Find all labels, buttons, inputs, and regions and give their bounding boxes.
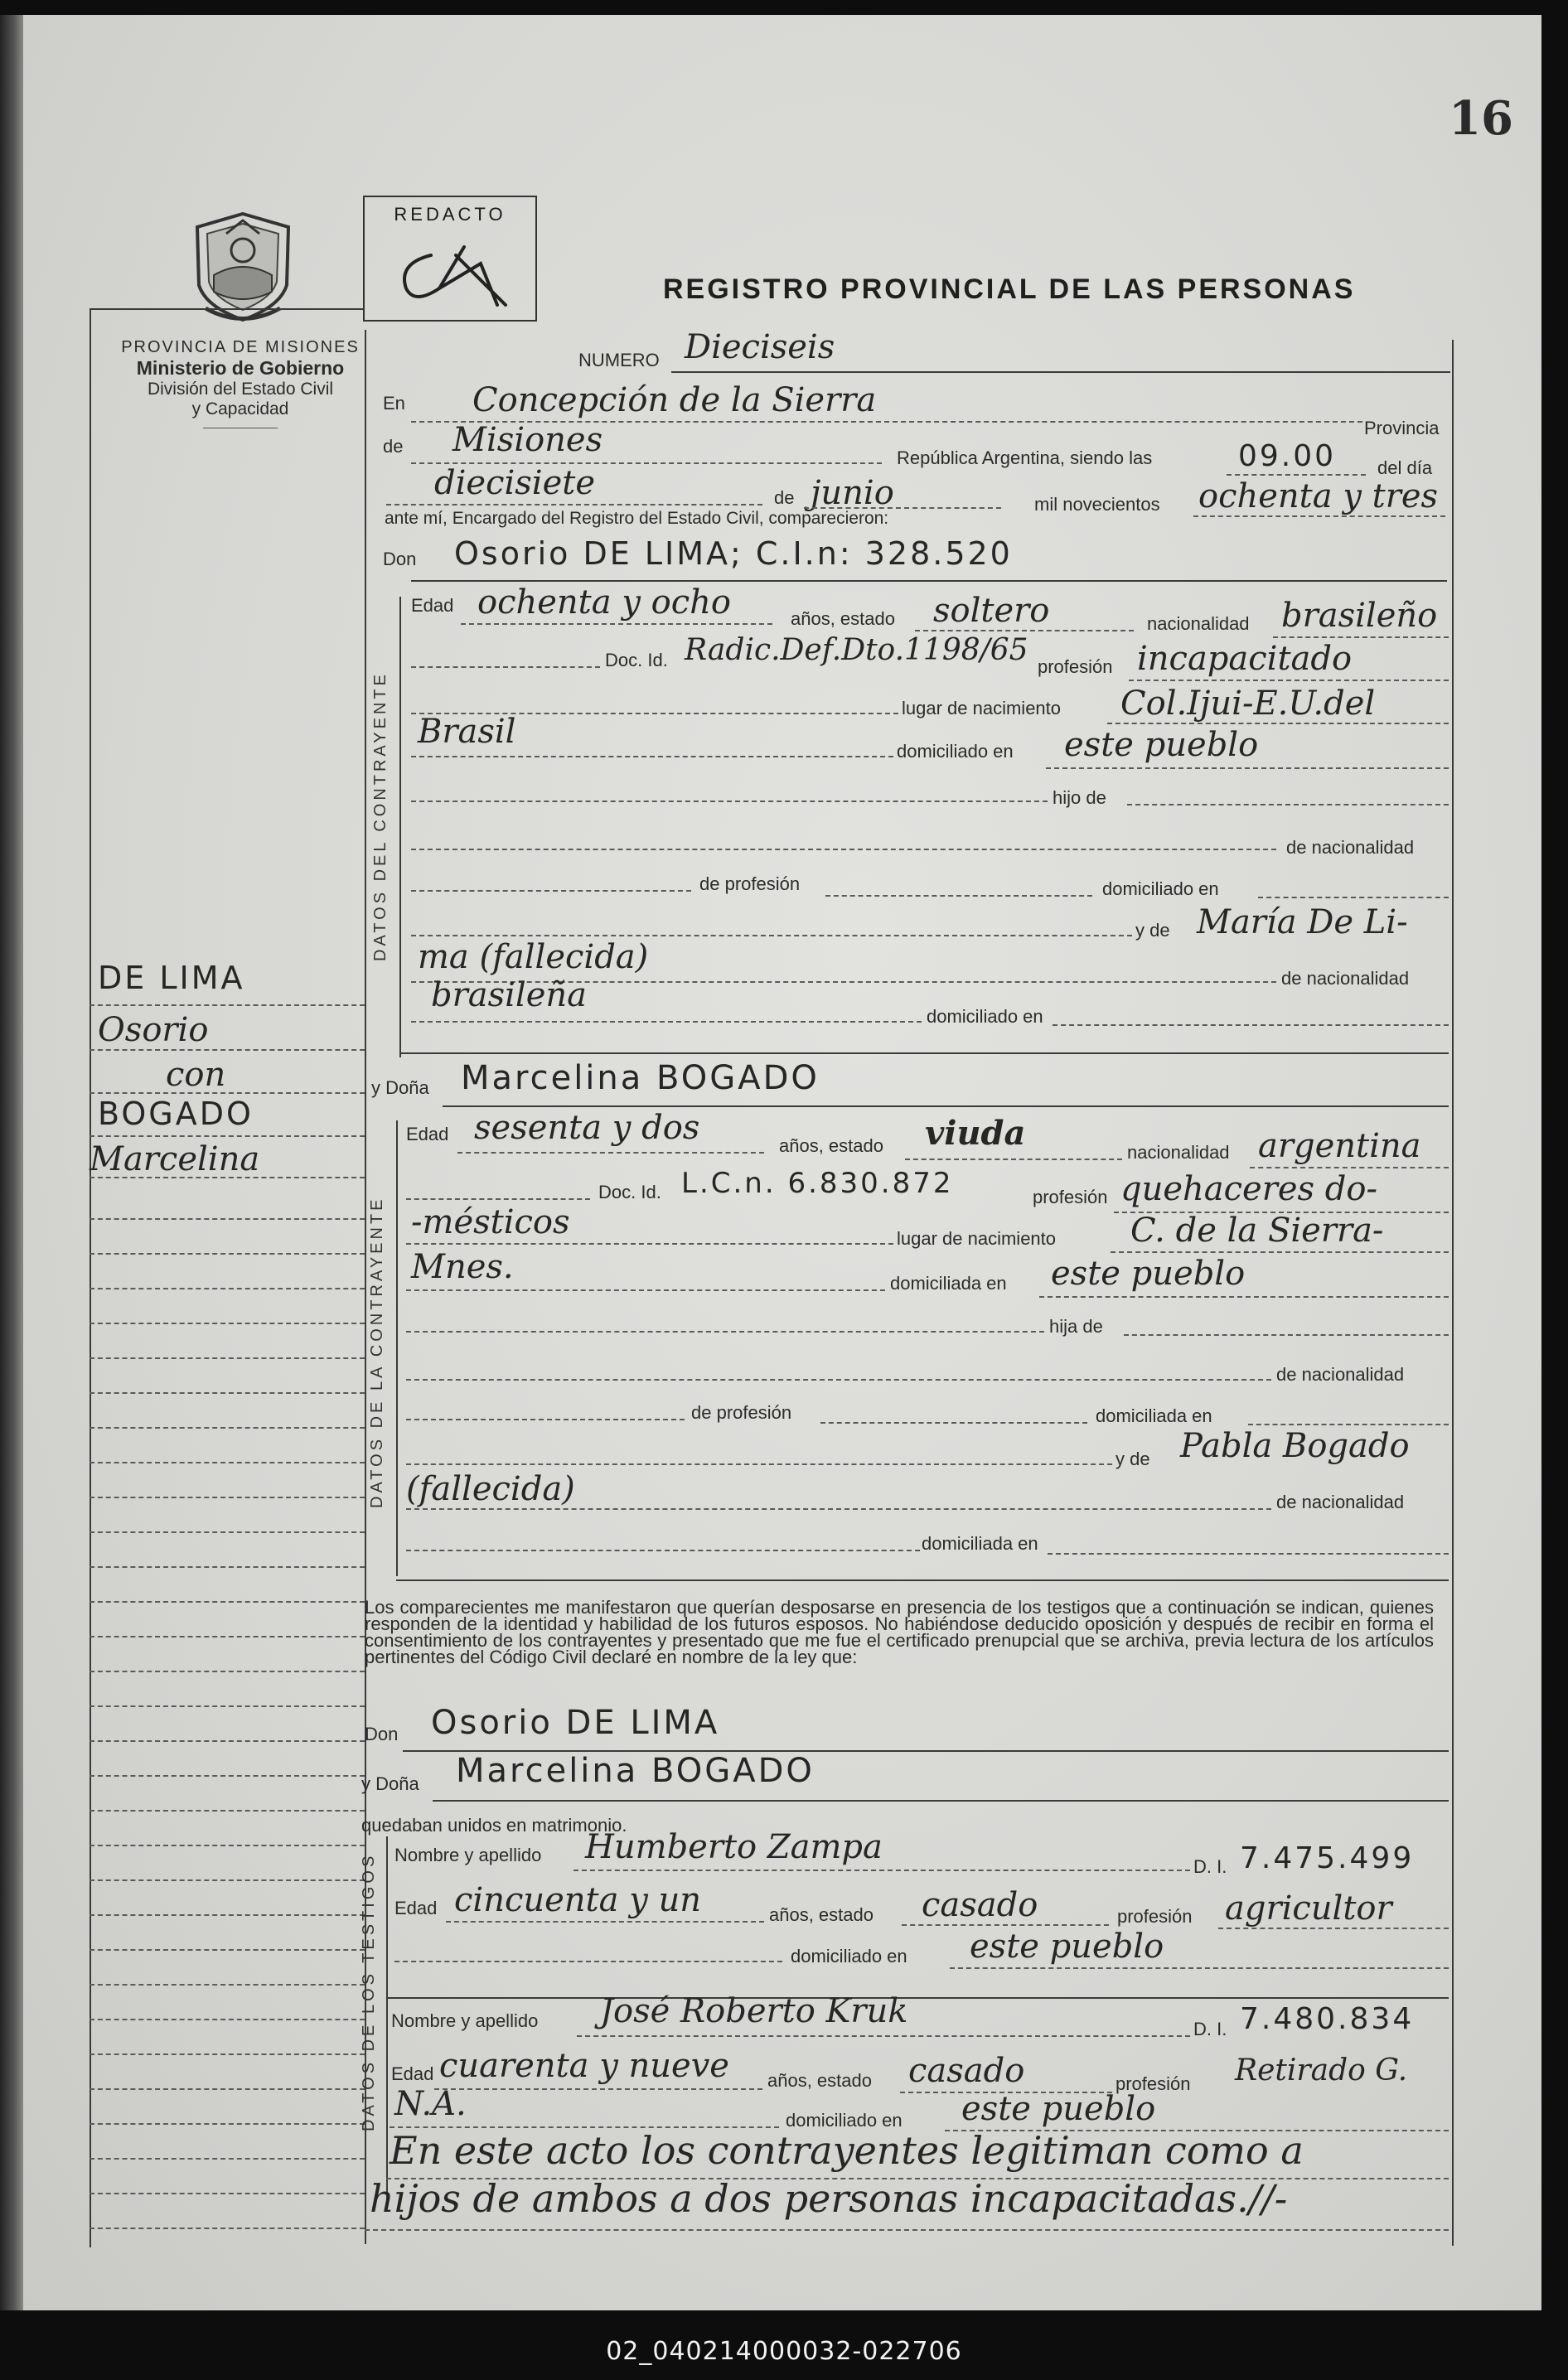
t1-profesion-line bbox=[1218, 1928, 1449, 1929]
contrayenta-nombre: Marcelina BOGADO bbox=[461, 1059, 820, 1097]
t2-profesion-label: profesión bbox=[1116, 2073, 1191, 2094]
redacto-initials-signature bbox=[381, 230, 522, 313]
nota-line-2-rule bbox=[365, 2229, 1449, 2231]
margin-name-2: Marcelina bbox=[90, 1140, 260, 1178]
margin-surname-1: DE LIMA bbox=[98, 960, 245, 996]
redacto-label: REDACTO bbox=[394, 204, 506, 225]
contrayenta-edad: sesenta y dos bbox=[474, 1109, 700, 1147]
contrayente-hijo-line bbox=[411, 801, 1048, 802]
provincia-value: Misiones bbox=[452, 421, 603, 459]
margin-ruled-line bbox=[90, 1392, 365, 1394]
contrayenta-profesion-1: quehaceres do- bbox=[1120, 1170, 1377, 1208]
form-right-border bbox=[1452, 340, 1454, 2246]
contrayenta-madre-estado: (fallecida) bbox=[406, 1470, 575, 1508]
margin-ruled-line bbox=[90, 1357, 365, 1359]
contrayenta-padre-nac-label: de nacionalidad bbox=[1276, 1364, 1405, 1385]
contrayente-doc: Radic.Def.Dto.1198/65 bbox=[685, 633, 1028, 667]
margin-ruled-line bbox=[90, 1497, 365, 1498]
contrayente-lugar-1: Col.Ijui-E.U.del bbox=[1120, 684, 1376, 723]
margin-ruled-line bbox=[90, 1705, 365, 1707]
testigos-block-border bbox=[386, 1836, 388, 2201]
numero-line bbox=[671, 371, 1450, 373]
nota-line-1: En este acto los contrayentes legitiman como a bbox=[390, 2128, 1304, 2173]
contrayenta-block-border bbox=[396, 1120, 398, 1576]
numero-label: NUMERO bbox=[578, 350, 660, 370]
contrayenta-padre-prof-label: de profesión bbox=[691, 1402, 792, 1423]
contrayenta-padre-prof-prefix bbox=[406, 1419, 685, 1420]
contrayente-profesion-line bbox=[1129, 680, 1449, 681]
t1-domicilio-line bbox=[950, 1967, 1449, 1969]
anio-value: ochenta y tres bbox=[1198, 477, 1439, 515]
margin-ruled-line bbox=[90, 1671, 365, 1672]
contrayenta-lugar2-line bbox=[406, 1289, 885, 1291]
contrayenta-madre-nac-label: de nacionalidad bbox=[1276, 1492, 1405, 1512]
margin-ruled-line bbox=[90, 2019, 365, 2020]
contrayente-padre-prof-line bbox=[825, 895, 1092, 897]
republica-label: República Argentina, siendo las bbox=[897, 447, 1153, 468]
margin-ruled-line bbox=[90, 1601, 365, 1603]
margin-ruled-line bbox=[90, 1323, 365, 1324]
contrayente-padre-nac-label: de nacionalidad bbox=[1286, 837, 1415, 858]
contrayente-side-label: DATOS DEL CONTRAYENTE bbox=[371, 671, 390, 961]
contrayente-nombre-line bbox=[411, 580, 1447, 582]
margin-ruled-line bbox=[90, 1845, 365, 1846]
contrayenta-nac-label: nacionalidad bbox=[1127, 1142, 1230, 1163]
margin-name-1: Osorio bbox=[98, 1011, 209, 1049]
margin-ruled-line bbox=[90, 1427, 365, 1429]
contrayenta-side-label: DATOS DE LA CONTRAYENTE bbox=[368, 1196, 386, 1508]
t1-anios-label: años, estado bbox=[769, 1904, 874, 1925]
contrayente-madre-nac-line bbox=[411, 1021, 922, 1023]
dia-value: diecisiete bbox=[434, 464, 596, 502]
margin-ruled-line bbox=[90, 2228, 365, 2229]
contrayenta-doc: L.C.n. 6.830.872 bbox=[681, 1167, 954, 1200]
redacto-box bbox=[363, 196, 537, 322]
province-seal-icon bbox=[189, 209, 297, 325]
t2-profesion-2: N.A. bbox=[394, 2085, 467, 2123]
contrayenta-madre-prefix bbox=[406, 1463, 1112, 1465]
margin-ruled-line bbox=[90, 1740, 365, 1742]
contrayente-padre-line bbox=[1127, 804, 1449, 805]
contrayenta-padre-domic-line bbox=[1248, 1424, 1449, 1425]
contrayenta-nacionalidad: argentina bbox=[1258, 1127, 1421, 1165]
margin-surname-2: BOGADO bbox=[98, 1096, 254, 1132]
contrayente-madre-nac-label: de nacionalidad bbox=[1281, 968, 1410, 989]
division-label-1: División del Estado Civil bbox=[147, 380, 334, 399]
contrayenta-profesion-2: -mésticos bbox=[411, 1203, 570, 1241]
contrayente-madre-domic-line bbox=[1053, 1024, 1449, 1026]
t1-profesion-label: profesión bbox=[1117, 1906, 1193, 1927]
t1-edad-line bbox=[446, 1921, 764, 1923]
contrayenta-domicilio-label: domiciliada en bbox=[890, 1273, 1007, 1294]
contrayente-nac-label: nacionalidad bbox=[1147, 613, 1250, 634]
contrayenta-padre-prof-line bbox=[820, 1422, 1087, 1424]
t1-nombre-label: Nombre y apellido bbox=[394, 1845, 542, 1865]
contrayente-lugar-line bbox=[1107, 723, 1449, 724]
contrayenta-estado: viuda bbox=[925, 1114, 1026, 1153]
contrayenta-doc-prefix-line bbox=[406, 1198, 590, 1200]
contrayenta-domicilio-line bbox=[1039, 1296, 1449, 1298]
t2-nombre-label: Nombre y apellido bbox=[391, 2010, 539, 2031]
hora-line bbox=[1227, 474, 1366, 476]
contrayenta-madre-line bbox=[406, 1508, 1271, 1510]
contrayenta-padre-line-2 bbox=[406, 1379, 1271, 1381]
don-label: Don bbox=[383, 549, 417, 569]
margin-ruled-line bbox=[90, 1218, 365, 1220]
contrayenta-edad-label: Edad bbox=[406, 1124, 449, 1144]
t1-di-label: D. I. bbox=[1193, 1856, 1227, 1877]
t1-edad-label: Edad bbox=[394, 1898, 438, 1918]
t1-di: 7.475.499 bbox=[1240, 1841, 1415, 1875]
contrayente-nacionalidad: brasileño bbox=[1281, 597, 1438, 635]
testigos-divider bbox=[386, 1997, 1449, 1999]
t2-edad-line bbox=[434, 2088, 762, 2090]
ministry-label: Ministerio de Gobierno bbox=[136, 357, 345, 379]
nota-line-2: hijos de ambos a dos personas incapacitadas.//- bbox=[370, 2176, 1288, 2221]
contrayenta-edad-line bbox=[457, 1152, 764, 1154]
contrayenta-padre-domic-label: domiciliada en bbox=[1096, 1405, 1212, 1426]
mes-value: junio bbox=[811, 474, 894, 512]
margin-ruled-line bbox=[90, 1253, 365, 1255]
contrayenta-madre-domic-line bbox=[1048, 1553, 1449, 1555]
contrayente-madre-1: María De Li- bbox=[1197, 903, 1408, 941]
t2-anios-label: años, estado bbox=[767, 2070, 872, 2091]
contrayente-edad: ochenta y ocho bbox=[477, 583, 731, 622]
contrayente-block-end bbox=[399, 1052, 1449, 1054]
contrayente-madre-nac: brasileña bbox=[431, 976, 587, 1014]
contrayenta-lugar-1: C. de la Sierra- bbox=[1130, 1212, 1384, 1250]
contrayenta-lugar-prefix-line bbox=[406, 1243, 893, 1245]
ministry-header bbox=[108, 338, 373, 428]
unidos-label: quedaban unidos en matrimonio. bbox=[361, 1815, 627, 1836]
t1-estado: casado bbox=[922, 1886, 1038, 1924]
dona-label: y Doña bbox=[371, 1077, 429, 1098]
contrayenta-lugar-2: Mnes. bbox=[411, 1248, 514, 1286]
contrayenta-y-de-label: y de bbox=[1116, 1449, 1150, 1469]
margin-ruled-line bbox=[90, 1462, 365, 1463]
contrayenta-hija-label: hija de bbox=[1049, 1316, 1103, 1337]
de-mes-label: de bbox=[774, 487, 795, 508]
contrayenta-hija-line bbox=[406, 1331, 1044, 1333]
contrayente-profesion-label: profesión bbox=[1038, 656, 1113, 677]
book-binding bbox=[0, 15, 23, 2310]
left-margin-border bbox=[90, 308, 91, 2247]
t2-domicilio: este pueblo bbox=[961, 2090, 1156, 2128]
t1-estado-line bbox=[902, 1924, 1109, 1926]
anio-line bbox=[1193, 515, 1445, 517]
decl-dona-label: y Doña bbox=[361, 1773, 419, 1794]
contrayenta-estado-line bbox=[905, 1159, 1122, 1160]
contrayente-hijo-label: hijo de bbox=[1053, 787, 1106, 808]
de-label: de bbox=[383, 436, 404, 457]
del-dia-label: del día bbox=[1377, 457, 1433, 478]
contrayente-madre-prefix bbox=[411, 935, 1132, 936]
t2-profesion-1: Retirado G. bbox=[1235, 2053, 1408, 2087]
dia-line bbox=[386, 504, 762, 506]
provincia-label: Provincia bbox=[1364, 418, 1440, 438]
t1-nombre-line bbox=[573, 1870, 1190, 1871]
margin-ruled-line bbox=[90, 2053, 365, 2055]
margin-ruled-line bbox=[90, 1775, 365, 1777]
contrayenta-anios-label: años, estado bbox=[779, 1135, 883, 1156]
t2-di-label: D. I. bbox=[1193, 2019, 1227, 2039]
contrayente-padre-prof-prefix bbox=[411, 890, 691, 892]
contrayente-estado: soltero bbox=[933, 592, 1050, 630]
margin-ruled-line bbox=[90, 2193, 365, 2194]
t1-domicilio: este pueblo bbox=[970, 1928, 1164, 1966]
contrayente-nac-line bbox=[1273, 636, 1449, 638]
decl-dona-line bbox=[433, 1800, 1449, 1802]
contrayente-domicilio: este pueblo bbox=[1064, 726, 1259, 764]
contrayente-lugar-label: lugar de nacimiento bbox=[902, 698, 1062, 718]
t2-domicilio-label: domiciliado en bbox=[786, 2110, 903, 2131]
contrayente-doc-label: Doc. Id. bbox=[605, 650, 668, 670]
contrayente-madre-2: ma (fallecida) bbox=[418, 938, 649, 976]
t1-domic-prefix-line bbox=[394, 1961, 782, 1962]
contrayente-profesion: incapacitado bbox=[1137, 640, 1353, 678]
margin-ruled-line bbox=[90, 1566, 365, 1568]
margin-ruled-line bbox=[90, 1135, 365, 1137]
division-label-2: y Capacidad bbox=[191, 399, 289, 418]
t2-nombre-line bbox=[577, 2035, 1190, 2037]
contrayente-y-de-label: y de bbox=[1135, 920, 1170, 941]
t2-di: 7.480.834 bbox=[1240, 2002, 1415, 2036]
contrayente-block-border bbox=[399, 597, 401, 1057]
declaration-paragraph: Los comparecientes me manifestaron que querían desposarse en presencia de los testigos que a continuación se indican, quienes responden de la identidad y habilidad de los futuros esposos. No habiéndose deducido oposición y después de recibir en forma el consentimiento de los contrayentes y presentado que me fue el certificado prenupcial que se archiva, previa lectura de los artículos pertinentes del Código Civil declaré en nombre de la ley que: bbox=[365, 1597, 1434, 1667]
testigos-side-label: DATOS DE LOS TESTIGOS bbox=[360, 1852, 378, 2131]
decl-don-nombre: Osorio DE LIMA bbox=[431, 1704, 720, 1742]
contrayente-domicilio-label: domiciliado en bbox=[897, 741, 1014, 762]
contrayente-edad-label: Edad bbox=[411, 595, 454, 616]
margin-ruled-line bbox=[90, 2158, 365, 2160]
t2-estado: casado bbox=[908, 2052, 1025, 2090]
t1-nombre: Humberto Zampa bbox=[585, 1828, 883, 1866]
contrayente-madre-domic-label: domiciliado en bbox=[927, 1006, 1043, 1027]
contrayenta-padre-line bbox=[1124, 1334, 1449, 1336]
margin-connector: con bbox=[166, 1056, 226, 1094]
mil-label: mil novecientos bbox=[1034, 494, 1160, 515]
scan-footer-id: 02_040214000032-022706 bbox=[606, 2337, 962, 2366]
contrayenta-profesion-label: profesión bbox=[1033, 1187, 1108, 1207]
contrayenta-madre-nac-line bbox=[406, 1550, 920, 1551]
t1-profesion: agricultor bbox=[1225, 1889, 1392, 1928]
contrayenta-doc-label: Doc. Id. bbox=[598, 1182, 661, 1202]
margin-ruled-line bbox=[90, 1949, 365, 1951]
margin-ruled-line bbox=[90, 1177, 365, 1178]
contrayente-padre-domic-label: domiciliado en bbox=[1102, 878, 1219, 899]
t1-edad: cincuenta y un bbox=[454, 1881, 702, 1919]
contrayente-lugar2-line bbox=[411, 756, 893, 757]
contrayenta-domicilio: este pueblo bbox=[1051, 1255, 1246, 1293]
contrayenta-madre-domic-label: domiciliada en bbox=[922, 1533, 1038, 1554]
margin-ruled-line bbox=[90, 1531, 365, 1533]
margin-top-rule bbox=[90, 308, 365, 310]
contrayenta-lugar-label: lugar de nacimiento bbox=[897, 1228, 1057, 1249]
numero-value: Dieciseis bbox=[685, 328, 835, 366]
margin-ruled-line bbox=[90, 2088, 365, 2090]
contrayente-edad-line bbox=[461, 623, 772, 625]
margin-ruled-line bbox=[90, 1288, 365, 1289]
page-number: 16 bbox=[1449, 91, 1513, 146]
decl-don-label: Don bbox=[365, 1724, 399, 1744]
margin-ruled-line bbox=[90, 1810, 365, 1812]
ante-label: ante mí, Encargado del Registro del Estado Civil, comparecieron: bbox=[385, 509, 889, 528]
en-label: En bbox=[383, 393, 405, 414]
register-title: REGISTRO PROVINCIAL DE LAS PERSONAS bbox=[663, 273, 1356, 305]
margin-ruled-line bbox=[90, 2123, 365, 2125]
margin-ruled-line bbox=[90, 1004, 365, 1006]
margin-ruled-line bbox=[90, 1914, 365, 1916]
contrayenta-lugar-line bbox=[1111, 1251, 1449, 1253]
hora-value: 09.00 bbox=[1238, 439, 1337, 473]
t2-nombre: José Roberto Kruk bbox=[600, 1992, 908, 2030]
contrayente-padre-line-2 bbox=[411, 849, 1276, 850]
decl-dona-nombre: Marcelina BOGADO bbox=[456, 1752, 815, 1790]
contrayente-padre-prof-label: de profesión bbox=[699, 873, 801, 894]
contrayenta-nombre-line bbox=[443, 1105, 1449, 1107]
margin-ruled-line bbox=[90, 1636, 365, 1637]
t2-edad: cuarenta y nueve bbox=[439, 2047, 729, 2085]
contrayente-nombre: Osorio DE LIMA; C.I.n: 328.520 bbox=[454, 535, 1013, 572]
margin-ruled-line bbox=[90, 1879, 365, 1881]
contrayente-domicilio-line bbox=[1046, 767, 1449, 769]
localidad-value: Concepción de la Sierra bbox=[472, 381, 877, 419]
contrayente-doc-prefix-line bbox=[411, 666, 600, 668]
t1-domicilio-label: domiciliado en bbox=[791, 1946, 907, 1966]
contrayente-estado-line bbox=[915, 630, 1134, 631]
margin-ruled-line bbox=[90, 1984, 365, 1986]
t2-edad-label: Edad bbox=[391, 2063, 434, 2084]
contrayente-lugar-2: Brasil bbox=[418, 713, 516, 751]
contrayenta-nac-line bbox=[1250, 1167, 1449, 1168]
contrayente-anios-label: años, estado bbox=[791, 608, 895, 629]
margin-ruled-line bbox=[90, 1049, 365, 1051]
contrayenta-madre: Pabla Bogado bbox=[1180, 1427, 1410, 1465]
margin-ruled-line bbox=[90, 1092, 365, 1094]
contrayente-padre-domic-line bbox=[1258, 897, 1449, 898]
province-label: PROVINCIA DE MISIONES bbox=[121, 338, 360, 356]
contrayenta-block-end bbox=[396, 1579, 1449, 1581]
